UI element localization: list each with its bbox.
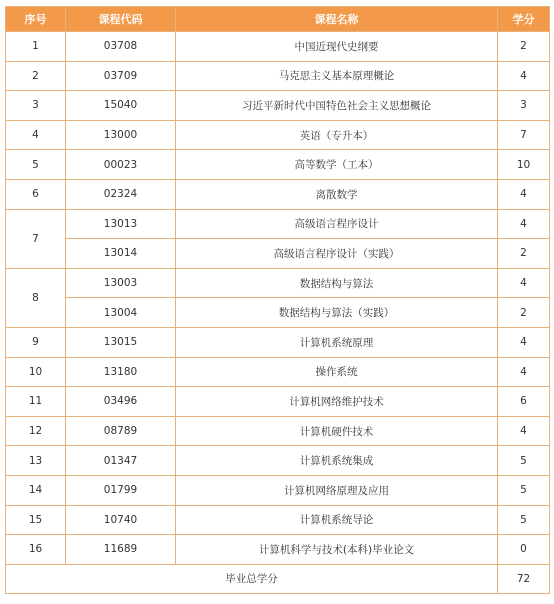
cell-course-code: 11689 xyxy=(66,535,176,565)
cell-course-code: 13180 xyxy=(66,357,176,387)
table-row xyxy=(6,120,550,150)
total-row xyxy=(6,564,550,594)
cell-course-code: 15040 xyxy=(66,91,176,121)
cell-course-name: 计算机系统原理 xyxy=(176,327,498,357)
cell-course-name: 数据结构与算法 xyxy=(176,268,498,298)
cell-course-name: 计算机网络维护技术 xyxy=(176,387,498,417)
cell-serial: 13 xyxy=(6,446,66,476)
table-row xyxy=(6,387,550,417)
cell-course-code: 13003 xyxy=(66,268,176,298)
cell-course-code: 03496 xyxy=(66,387,176,417)
cell-serial: 9 xyxy=(6,327,66,357)
cell-course-name: 数据结构与算法（实践） xyxy=(176,298,498,328)
cell-course-code: 13000 xyxy=(66,120,176,150)
cell-serial: 16 xyxy=(6,535,66,565)
cell-course-code: 13004 xyxy=(66,298,176,328)
cell-serial: 1 xyxy=(6,32,66,62)
cell-serial: 5 xyxy=(6,150,66,180)
cell-credits: 4 xyxy=(498,327,550,357)
cell-course-name: 高级语言程序设计 xyxy=(176,209,498,239)
cell-course-name: 计算机网络原理及应用 xyxy=(176,475,498,505)
cell-credits: 4 xyxy=(498,416,550,446)
cell-credits: 10 xyxy=(498,150,550,180)
cell-serial: 12 xyxy=(6,416,66,446)
table-row xyxy=(6,475,550,505)
cell-credits: 4 xyxy=(498,61,550,91)
cell-serial: 4 xyxy=(6,120,66,150)
cell-serial: 10 xyxy=(6,357,66,387)
cell-course-code: 03709 xyxy=(66,61,176,91)
table-row xyxy=(6,298,550,328)
cell-serial: 8 xyxy=(6,268,66,327)
cell-serial: 6 xyxy=(6,179,66,209)
table-row xyxy=(6,327,550,357)
total-credits-value: 72 xyxy=(498,564,550,594)
cell-course-name: 马克思主义基本原理概论 xyxy=(176,61,498,91)
table-row xyxy=(6,32,550,62)
table-row xyxy=(6,357,550,387)
cell-course-code: 10740 xyxy=(66,505,176,535)
table-row xyxy=(6,61,550,91)
cell-course-code: 01347 xyxy=(66,446,176,476)
cell-credits: 6 xyxy=(498,387,550,417)
cell-credits: 7 xyxy=(498,120,550,150)
table-row xyxy=(6,150,550,180)
curriculum-table-container xyxy=(5,6,549,594)
cell-course-name: 计算机系统导论 xyxy=(176,505,498,535)
cell-course-name: 计算机科学与技术(本科)毕业论文 xyxy=(176,535,498,565)
table-row xyxy=(6,268,550,298)
cell-credits: 2 xyxy=(498,32,550,62)
cell-serial: 15 xyxy=(6,505,66,535)
cell-credits: 2 xyxy=(498,298,550,328)
header-course-code: 课程代码 xyxy=(66,7,176,32)
cell-course-code: 13015 xyxy=(66,327,176,357)
cell-course-code: 01799 xyxy=(66,475,176,505)
cell-course-code: 02324 xyxy=(66,179,176,209)
cell-credits: 5 xyxy=(498,505,550,535)
cell-course-name: 高级语言程序设计（实践） xyxy=(176,239,498,269)
table-row xyxy=(6,239,550,269)
cell-credits: 3 xyxy=(498,91,550,121)
cell-course-code: 13014 xyxy=(66,239,176,269)
cell-course-name: 英语（专升本） xyxy=(176,120,498,150)
cell-credits: 5 xyxy=(498,475,550,505)
cell-course-name: 计算机系统集成 xyxy=(176,446,498,476)
cell-serial: 2 xyxy=(6,61,66,91)
header-serial: 序号 xyxy=(6,7,66,32)
cell-course-code: 00023 xyxy=(66,150,176,180)
table-row xyxy=(6,535,550,565)
curriculum-table xyxy=(5,6,550,594)
cell-serial: 7 xyxy=(6,209,66,268)
table-row xyxy=(6,446,550,476)
cell-course-name: 操作系统 xyxy=(176,357,498,387)
table-row xyxy=(6,91,550,121)
cell-credits: 4 xyxy=(498,268,550,298)
cell-credits: 4 xyxy=(498,357,550,387)
cell-credits: 4 xyxy=(498,179,550,209)
table-row xyxy=(6,505,550,535)
cell-course-name: 离散数学 xyxy=(176,179,498,209)
cell-credits: 4 xyxy=(498,209,550,239)
cell-credits: 0 xyxy=(498,535,550,565)
cell-serial: 11 xyxy=(6,387,66,417)
total-credits-label: 毕业总学分 xyxy=(6,564,498,594)
cell-serial: 14 xyxy=(6,475,66,505)
cell-course-name: 习近平新时代中国特色社会主义思想概论 xyxy=(176,91,498,121)
cell-course-code: 13013 xyxy=(66,209,176,239)
cell-course-name: 中国近现代史纲要 xyxy=(176,32,498,62)
cell-course-code: 03708 xyxy=(66,32,176,62)
table-row xyxy=(6,416,550,446)
cell-course-name: 高等数学（工本） xyxy=(176,150,498,180)
table-header-row xyxy=(6,7,550,32)
cell-credits: 5 xyxy=(498,446,550,476)
cell-course-code: 08789 xyxy=(66,416,176,446)
cell-credits: 2 xyxy=(498,239,550,269)
table-row xyxy=(6,209,550,239)
cell-serial: 3 xyxy=(6,91,66,121)
table-row xyxy=(6,179,550,209)
header-credits: 学分 xyxy=(498,7,550,32)
cell-course-name: 计算机硬件技术 xyxy=(176,416,498,446)
header-course-name: 课程名称 xyxy=(176,7,498,32)
